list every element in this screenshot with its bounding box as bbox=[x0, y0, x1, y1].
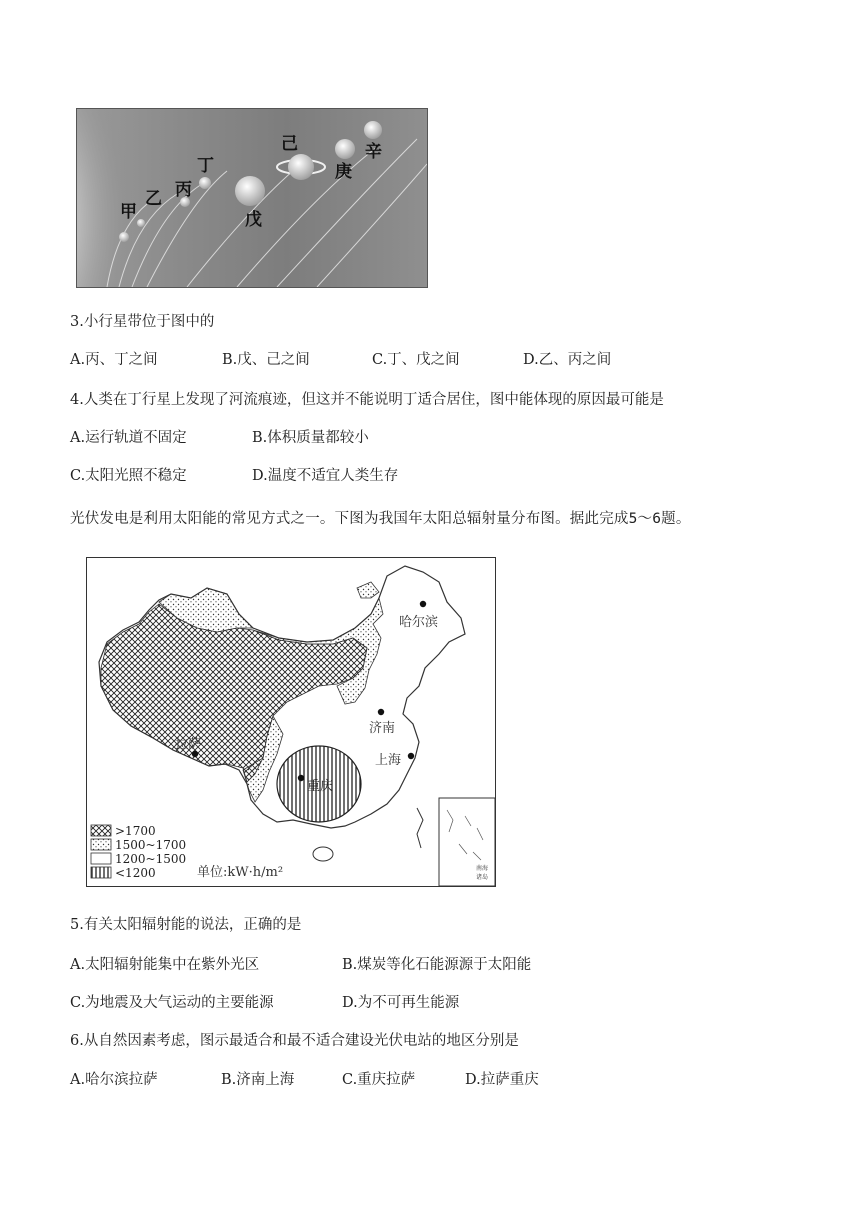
planet-label-xin: 辛 bbox=[365, 142, 382, 162]
q5-option-d[interactable]: D.为不可再生能源 bbox=[342, 995, 460, 1011]
q3-option-b[interactable]: B.戊、己之间 bbox=[222, 352, 310, 368]
legend-label-1: >1700 bbox=[115, 824, 156, 838]
city-label-shanghai: 上海 bbox=[375, 753, 402, 768]
inset-label-line2: 诸岛 bbox=[476, 874, 489, 881]
q4-option-d[interactable]: D.温度不适宜人类生存 bbox=[252, 468, 399, 484]
question-5-stem: 5.有关太阳辐射能的说法，正确的是 bbox=[70, 917, 302, 933]
q6-option-b[interactable]: B.济南上海 bbox=[221, 1072, 295, 1088]
planet-label-geng: 庚 bbox=[335, 162, 352, 182]
legend-label-4: <1200 bbox=[115, 866, 156, 880]
city-label-harbin: 哈尔滨 bbox=[399, 615, 439, 630]
q3-option-a[interactable]: A.丙、丁之间 bbox=[70, 352, 158, 368]
map-unit-label: 单位:kW·h/m² bbox=[197, 865, 284, 880]
q5-option-a[interactable]: A.太阳辐射能集中在紫外光区 bbox=[70, 957, 260, 973]
q5-option-c[interactable]: C.为地震及大气运动的主要能源 bbox=[70, 995, 274, 1011]
inset-label-line1: 南海 bbox=[476, 865, 489, 872]
city-label-lhasa: 拉萨 bbox=[175, 737, 202, 752]
map-legend bbox=[91, 824, 186, 880]
q3-option-d[interactable]: D.乙、丙之间 bbox=[523, 352, 612, 368]
city-label-jinan: 济南 bbox=[369, 721, 396, 736]
legend-label-2: 1500~1700 bbox=[115, 838, 187, 852]
china-solar-radiation-map bbox=[86, 557, 496, 887]
planet-label-ding: 丁 bbox=[197, 156, 214, 176]
sun-shape bbox=[77, 109, 147, 287]
question-3-stem: 3.小行星带位于图中的 bbox=[70, 314, 215, 330]
planet-label-ji: 己 bbox=[281, 134, 298, 154]
question-4-stem: 4.人类在丁行星上发现了河流痕迹，但这并不能说明丁适合居住，图中能体现的原因最可能是 bbox=[70, 392, 664, 408]
q6-option-a[interactable]: A.哈尔滨拉萨 bbox=[70, 1072, 158, 1088]
q4-option-b[interactable]: B.体积质量都较小 bbox=[252, 430, 369, 446]
planet-label-bing: 丙 bbox=[175, 180, 192, 200]
legend-label-3: 1200~1500 bbox=[115, 852, 187, 866]
planet-label-yi: 乙 bbox=[145, 189, 162, 209]
question-6-stem: 6.从自然因素考虑，图示最适合和最不适合建设光伏电站的地区分别是 bbox=[70, 1033, 519, 1049]
q4-option-c[interactable]: C.太阳光照不稳定 bbox=[70, 468, 187, 484]
q5-option-b[interactable]: B.煤炭等化石能源源于太阳能 bbox=[342, 957, 532, 973]
q3-option-c[interactable]: C.丁、戊之间 bbox=[372, 352, 460, 368]
q6-option-c[interactable]: C.重庆拉萨 bbox=[342, 1072, 416, 1088]
q6-option-d[interactable]: D.拉萨重庆 bbox=[465, 1072, 539, 1088]
solar-system-figure bbox=[76, 108, 428, 288]
planet-label-jia: 甲 bbox=[120, 202, 137, 222]
section-intro: 光伏发电是利用太阳能的常见方式之一。下图为我国年太阳总辐射量分布图。据此完成5～6题。 bbox=[70, 511, 691, 527]
city-label-chongqing: 重庆 bbox=[307, 779, 334, 794]
q4-option-a[interactable]: A.运行轨道不固定 bbox=[70, 430, 187, 446]
planet-label-wu: 戊 bbox=[245, 210, 262, 230]
